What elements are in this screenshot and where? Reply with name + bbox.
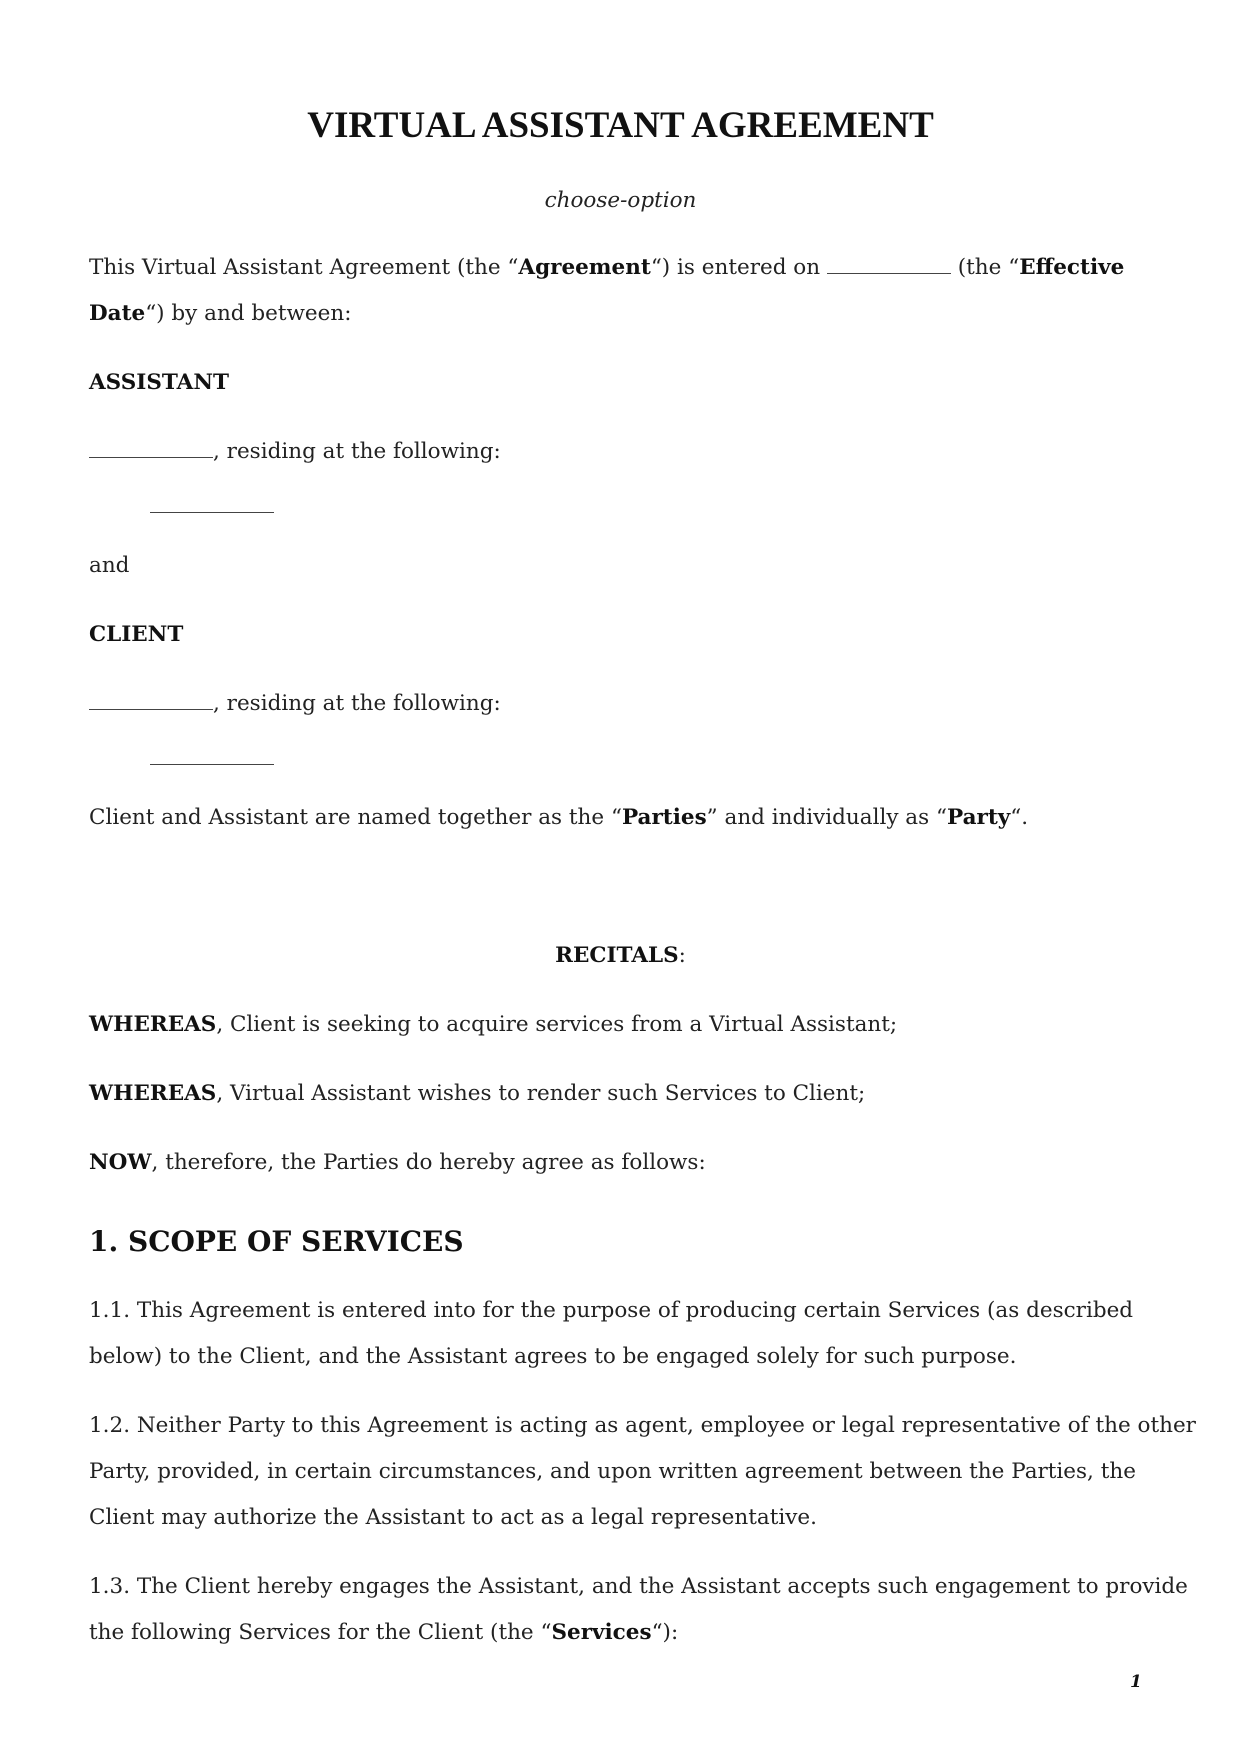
document-subtitle: choose-option [544, 188, 697, 213]
clause-1-2-line-3: Client may authorize the Assistant to act as a legal representative. [89, 1505, 817, 1530]
client-name-blank [89, 689, 213, 710]
recital-item: WHEREAS, Client is seeking to acquire services from a Virtual Assistant; [89, 1012, 898, 1037]
clause-1-1-line-2: below) to the Client, and the Assistant agrees to be engaged solely for such purpose. [89, 1344, 1017, 1369]
parties-definition: Client and Assistant are named together as the “Parties” and individually as “Party“. [89, 805, 1029, 830]
assistant-address-blank [150, 492, 274, 513]
client-heading: CLIENT [89, 622, 184, 647]
section-1-heading: 1. SCOPE OF SERVICES [89, 1225, 464, 1258]
recital-item: NOW, therefore, the Parties do hereby agree as follows: [89, 1150, 706, 1175]
assistant-heading: ASSISTANT [89, 370, 230, 395]
clause-1-3-line-1: 1.3. The Client hereby engages the Assistant, and the Assistant accepts such engagement to provide [89, 1574, 1188, 1599]
client-address-line [150, 736, 1220, 782]
recital-item: WHEREAS, Virtual Assistant wishes to render such Services to Client; [89, 1081, 866, 1106]
assistant-name-blank [89, 437, 213, 458]
clause-1-2-line-1: 1.2. Neither Party to this Agreement is acting as agent, employee or legal representative of the other [89, 1413, 1196, 1438]
page-number: 1 [1130, 1672, 1142, 1692]
document-title: VIRTUAL ASSISTANT AGREEMENT [307, 105, 934, 146]
clause-1-2-line-2: Party, provided, in certain circumstances, and upon written agreement between the Parties, the [89, 1459, 1136, 1484]
recitals-heading: RECITALS: [555, 943, 686, 968]
clause-1-3-line-2: the following Services for the Client (the “Services“): [89, 1620, 679, 1645]
intro-line-1: This Virtual Assistant Agreement (the “Agreement“) is entered on (the “Effective [89, 255, 1125, 280]
assistant-address-line [150, 484, 1220, 530]
intro-line-2: Date“) by and between: [89, 301, 352, 326]
effective-date-blank [827, 253, 951, 274]
and-text: and [89, 553, 130, 578]
client-address-blank [150, 744, 274, 765]
assistant-name-line: , residing at the following: [89, 429, 1159, 475]
clause-1-1-line-1: 1.1. This Agreement is entered into for the purpose of producing certain Services (as described [89, 1298, 1134, 1323]
client-name-line: , residing at the following: [89, 681, 1159, 727]
